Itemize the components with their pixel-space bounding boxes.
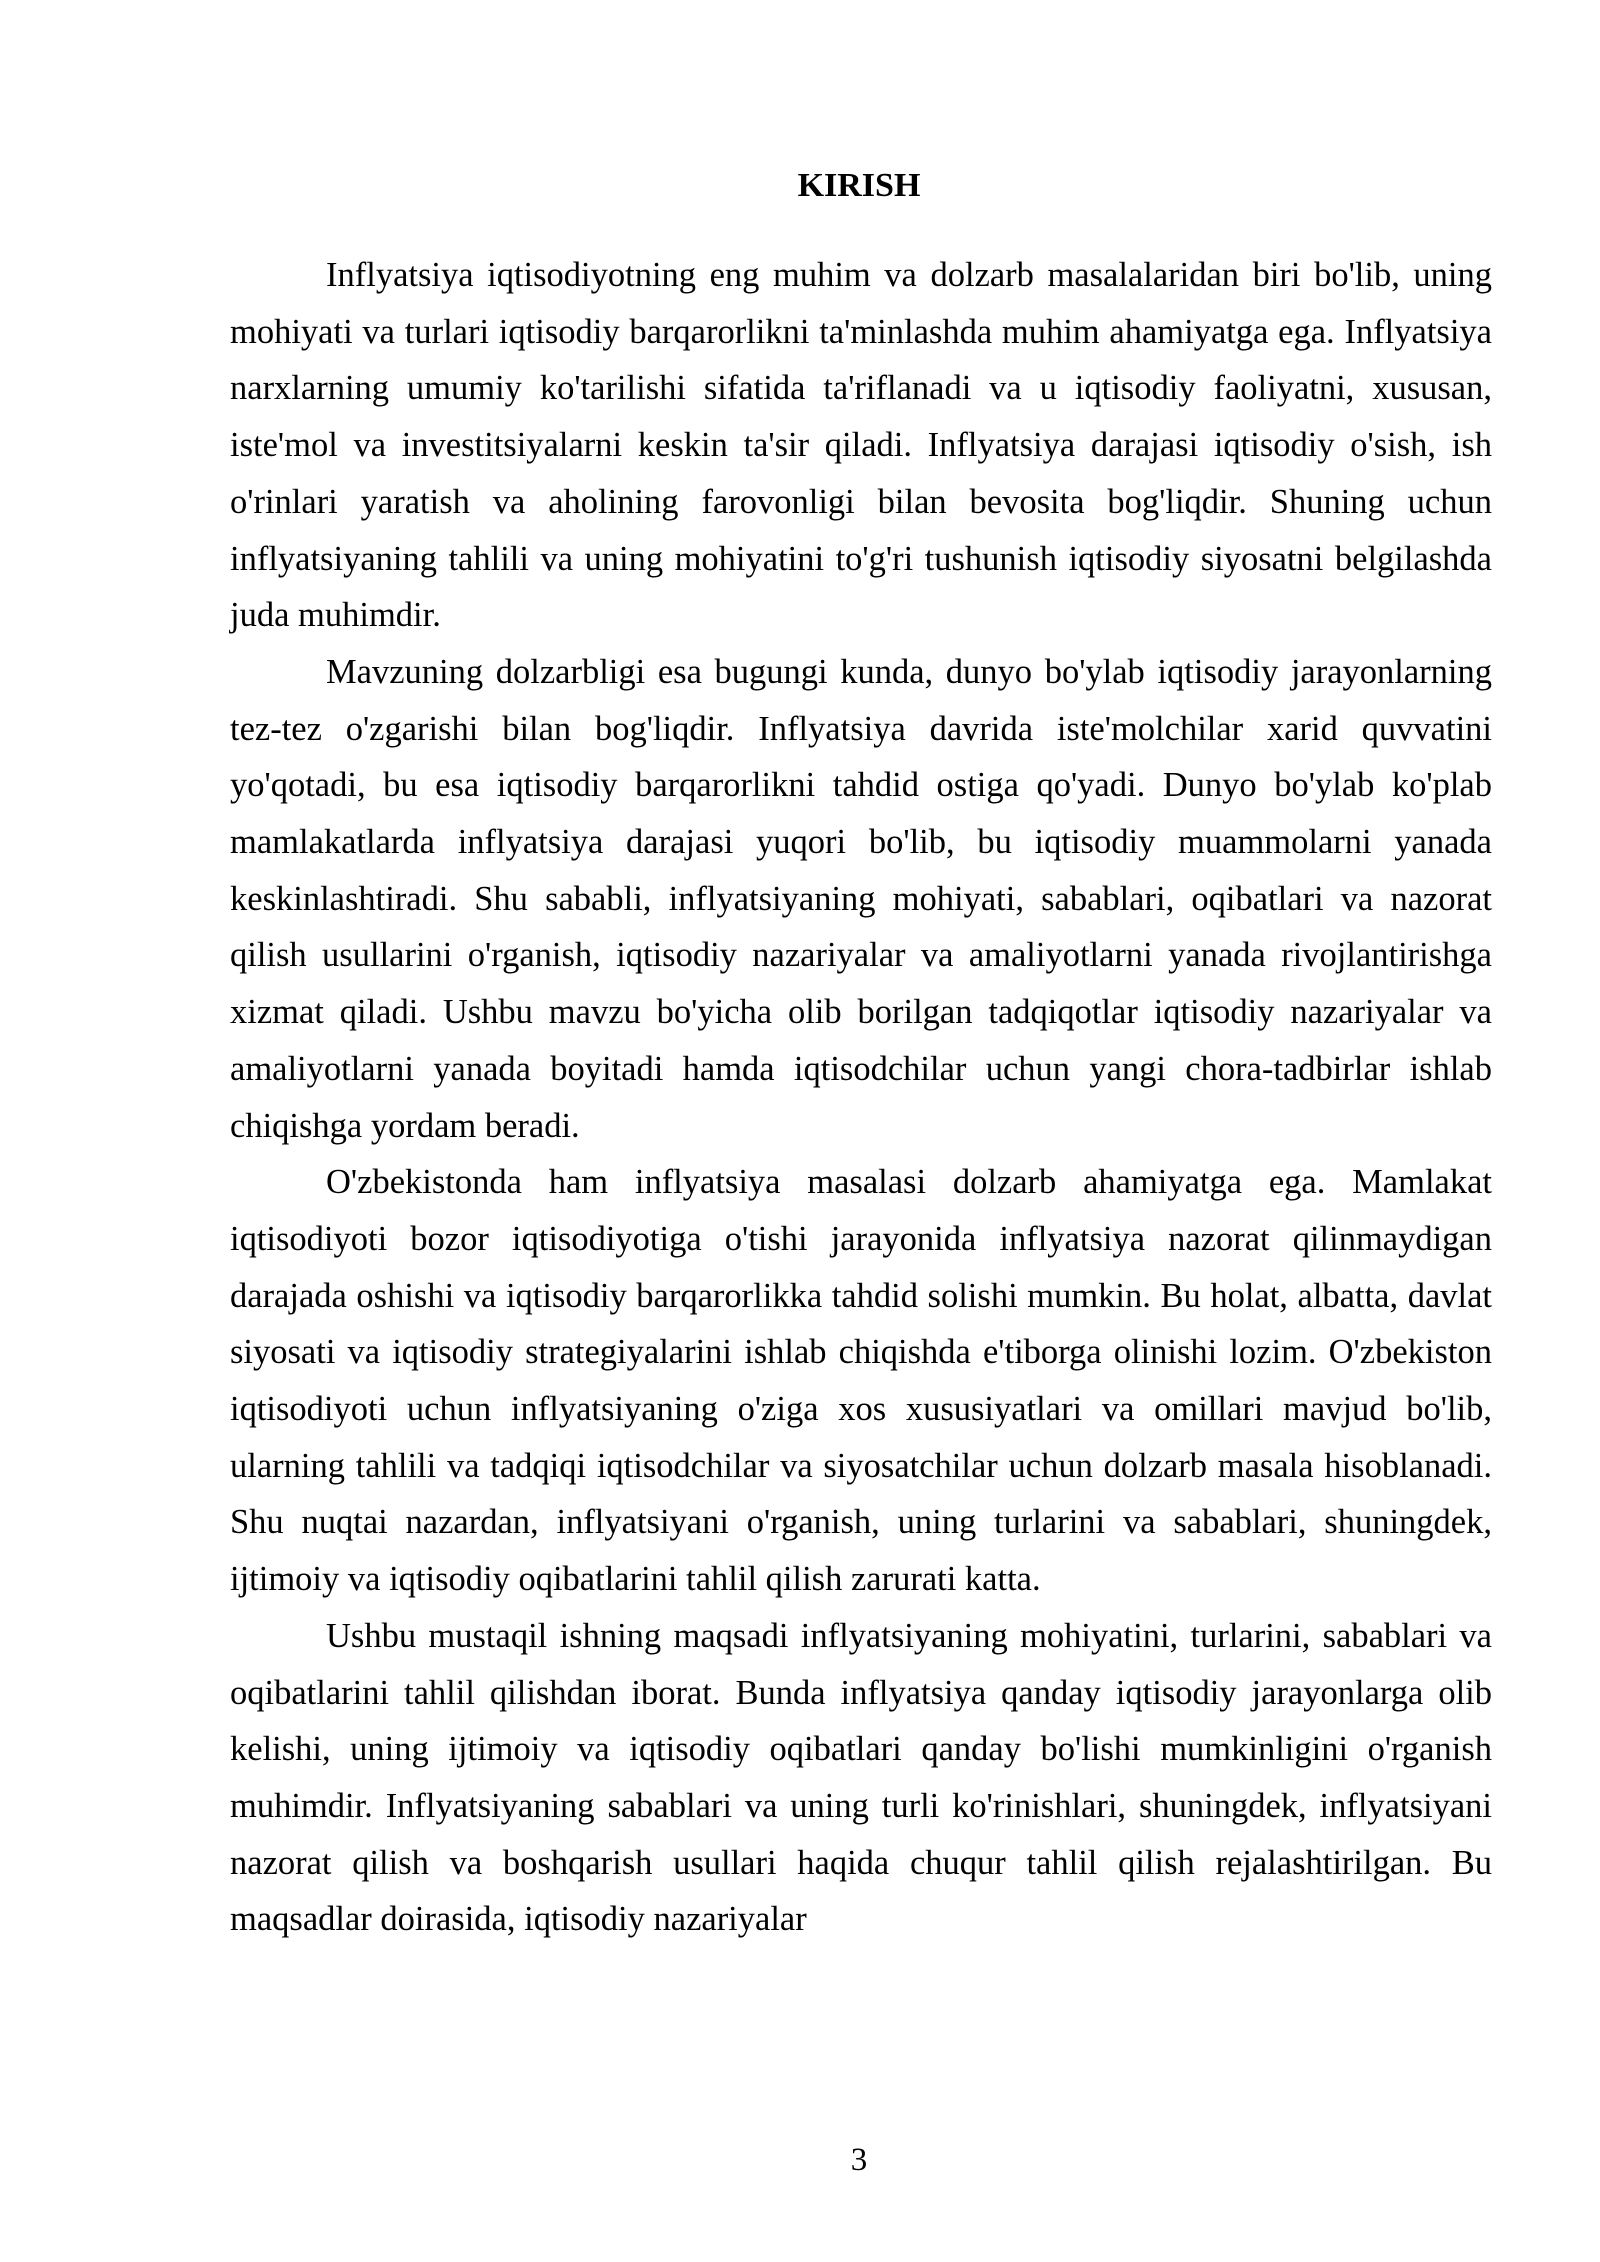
page-number: 3 (850, 2142, 868, 2178)
paragraph-4: Ushbu mustaqil ishning maqsadi inflyatsiyaning mohiyatini, turlarini, sabablari va oqibatlarini tahlil qilishdan iborat. Bunda inflyatsiya qanday iqtisodiy jarayonlarga olib kelishi, uning ijtimoiy va iqtisodiy oqibatlari qanday bo'lishi mumkinligini o'rganish muhimdir. Inflyatsiyaning sabablari va uning turli ko'rinishlari, shuningdek, inflyatsiyani nazorat qilish va boshqarish usullari haqida chuqur tahlil qilish rejalashtirilgan. Bu maqsadlar doirasida, iqtisodiy nazariyalar (230, 1616, 1492, 1939)
body-text (230, 247, 1492, 1948)
paragraph-1: Inflyatsiya iqtisodiyotning eng muhim va dolzarb masalalaridan biri bo'lib, uning mohiyati va turlari iqtisodiy barqarorlikni ta'minlashda muhim ahamiyatga ega. Inflyatsiya narxlarning umumiy ko'tarilishi sifatida ta'riflanadi va u iqtisodiy faoliyatni, xususan, iste'mol va investitsiyalarni keskin ta'sir qiladi. Inflyatsiya darajasi iqtisodiy o'sish, ish o'rinlari yaratish va aholining farovonligi bilan bevosita bog'liqdir. Shuning uchun inflyatsiyaning tahlili va uning mohiyatini to'g'ri tushunish iqtisodiy siyosatni belgilashda juda muhimdir. (230, 256, 1492, 635)
section-heading: KIRISH (797, 167, 921, 204)
paragraph-2: Mavzuning dolzarbligi esa bugungi kunda, dunyo bo'ylab iqtisodiy jarayonlarning tez-tez o'zgarishi bilan bog'liqdir. Inflyatsiya davrida iste'molchilar xarid quvvatini yo'qotadi, bu esa iqtisodiy barqarorlikni tahdid ostiga qo'yadi. Dunyo bo'ylab ko'plab mamlakatlarda inflyatsiya darajasi yuqori bo'lib, bu iqtisodiy muammolarni yanada keskinlashtiradi. Shu sababli, inflyatsiyaning mohiyati, sabablari, oqibatlari va nazorat qilish usullarini o'rganish, iqtisodiy nazariyalar va amaliyotlarni yanada rivojlantirishga xizmat qiladi. Ushbu mavzu bo'yicha olib borilgan tadqiqotlar iqtisodiy nazariyalar va amaliyotlarni yanada boyitadi hamda iqtisodchilar uchun yangi chora-tadbirlar ishlab chiqishga yordam beradi. (230, 652, 1492, 1145)
paragraph-3: O'zbekistonda ham inflyatsiya masalasi dolzarb ahamiyatga ega. Mamlakat iqtisodiyoti bozor iqtisodiyotiga o'tishi jarayonida inflyatsiya nazorat qilinmaydigan darajada oshishi va iqtisodiy barqarorlikka tahdid solishi mumkin. Bu holat, albatta, davlat siyosati va iqtisodiy strategiyalarini ishlab chiqishda e'tiborga olinishi lozim. O'zbekiston iqtisodiyoti uchun inflyatsiyaning o'ziga xos xususiyatlari va omillari mavjud bo'lib, ularning tahlili va tadqiqi iqtisodchilar va siyosatchilar uchun dolzarb masala hisoblanadi. Shu nuqtai nazardan, inflyatsiyani o'rganish, uning turlarini va sabablari, shuningdek, ijtimoiy va iqtisodiy oqibatlarini tahlil qilish zarurati katta. (230, 1163, 1492, 1599)
